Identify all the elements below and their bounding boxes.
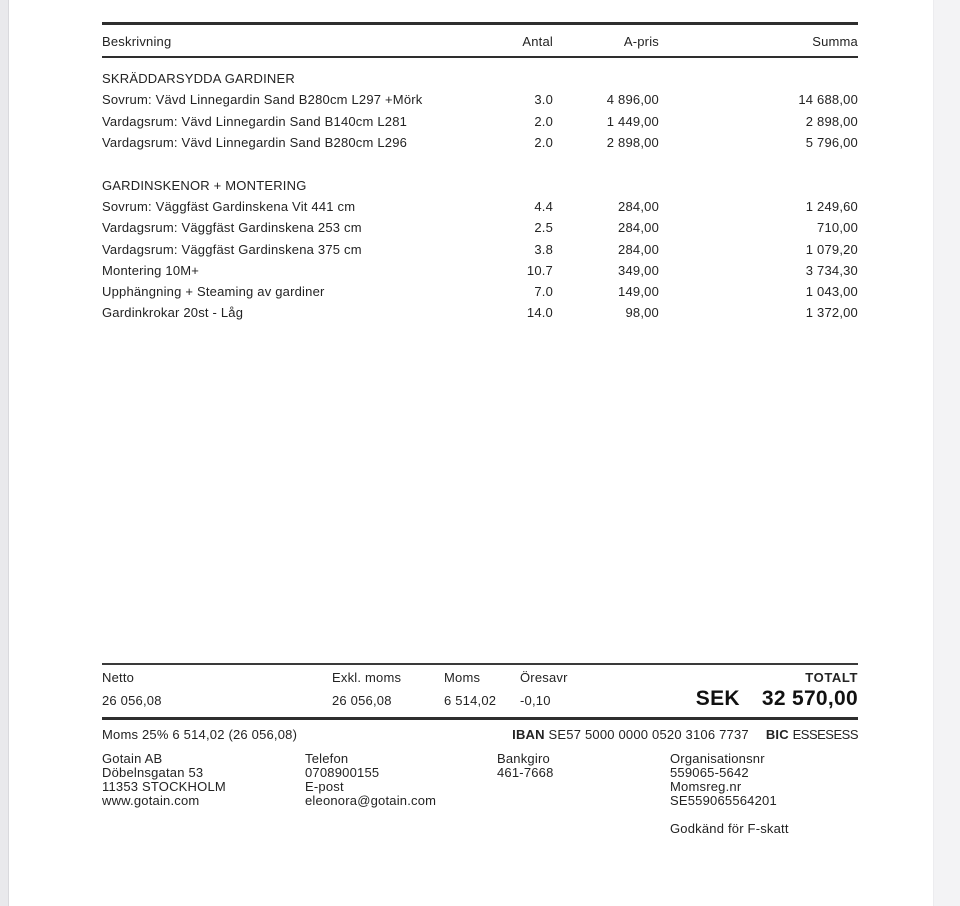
item-qty: 4.4 — [534, 198, 553, 214]
item-qty: 2.5 — [534, 220, 553, 236]
item-unit-price: 4 896,00 — [606, 92, 659, 108]
footer-company-column — [102, 752, 305, 836]
item-sum: 1 372,00 — [805, 305, 858, 321]
grand-total-amount: 32 570,00 — [761, 687, 858, 710]
item-qty: 2.0 — [534, 113, 553, 129]
totals-labels-row — [102, 669, 858, 685]
netto-value: 26 056,08 — [102, 692, 162, 708]
bic — [766, 727, 858, 742]
item-sum: 1 043,00 — [805, 284, 858, 300]
exkl-moms-value: 26 056,08 — [332, 692, 392, 708]
footer-contact-column — [305, 752, 497, 836]
viewer-left-margin — [0, 0, 9, 906]
line-items — [102, 68, 858, 324]
item-unit-price: 349,00 — [618, 262, 659, 278]
orgnr-value: 559065-5642 — [670, 765, 749, 780]
bankgiro-value: 461-7668 — [497, 765, 554, 780]
momsreg-label: Momsreg.nr — [670, 779, 742, 794]
item-unit-price: 149,00 — [618, 284, 659, 300]
section-gap — [102, 153, 858, 174]
item-unit-price: 2 898,00 — [606, 135, 659, 151]
netto-label: Netto — [102, 669, 135, 685]
table-row — [102, 196, 858, 217]
item-description: Sovrum: Vävd Linnegardin Sand B280cm L297 +Mörk — [102, 92, 423, 108]
item-qty: 3.0 — [534, 92, 553, 108]
oresavr-value: -0,10 — [520, 692, 551, 708]
column-header-unit-price: A-pris — [623, 33, 659, 49]
table-row — [102, 217, 858, 238]
item-sum: 3 734,30 — [805, 262, 858, 278]
item-qty: 7.0 — [534, 284, 553, 300]
invoice-page — [10, 0, 933, 906]
table-row — [102, 89, 858, 110]
item-qty: 10.7 — [526, 262, 553, 278]
item-unit-price: 284,00 — [618, 198, 659, 214]
item-unit-price: 1 449,00 — [606, 113, 659, 129]
item-sum: 5 796,00 — [805, 135, 858, 151]
top-divider — [102, 22, 858, 25]
item-qty: 3.8 — [534, 241, 553, 257]
table-row — [102, 238, 858, 259]
table-row — [102, 260, 858, 281]
vat-summary: Moms 25% 6 514,02 (26 056,08) — [102, 726, 298, 742]
moms-label: Moms — [444, 669, 481, 685]
company-city: 11353 STOCKHOLM — [102, 779, 226, 794]
table-header-row — [102, 30, 858, 52]
phone-value: 0708900155 — [305, 765, 380, 780]
table-row — [102, 111, 858, 132]
bankgiro-label: Bankgiro — [497, 751, 550, 766]
phone-label: Telefon — [305, 751, 349, 766]
iban-value: SE57 5000 0000 0520 3106 7737 — [548, 726, 749, 742]
viewer-right-margin — [933, 0, 960, 906]
bic-value: ESSESESS — [792, 726, 858, 742]
item-qty: 2.0 — [534, 135, 553, 151]
item-unit-price: 284,00 — [618, 220, 659, 236]
company-name: Gotain AB — [102, 751, 163, 766]
item-unit-price: 284,00 — [618, 241, 659, 257]
totals-top-divider — [102, 663, 858, 665]
orgnr-label: Organisationsnr — [670, 751, 765, 766]
table-row — [102, 302, 858, 323]
item-description: Vardagsrum: Vävd Linnegardin Sand B280cm L296 — [102, 135, 408, 151]
item-description: Gardinkrokar 20st - Låg — [102, 305, 244, 321]
footer-bankgiro-column — [497, 752, 670, 836]
company-website: www.gotain.com — [102, 793, 200, 808]
currency-code: SEK — [695, 687, 740, 710]
column-header-sum: Summa — [812, 33, 858, 49]
item-description: Upphängning + Steaming av gardiner — [102, 284, 325, 300]
item-sum: 14 688,00 — [798, 92, 858, 108]
company-street: Döbelnsgatan 53 — [102, 765, 204, 780]
table-row — [102, 281, 858, 302]
section-title: GARDINSKENOR + MONTERING — [102, 177, 307, 193]
footer-registration-column — [670, 752, 858, 836]
item-unit-price: 98,00 — [625, 305, 659, 321]
table-row — [102, 132, 858, 153]
email-value: eleonora@gotain.com — [305, 793, 437, 808]
email-label: E-post — [305, 779, 344, 794]
exkl-moms-label: Exkl. moms — [332, 669, 402, 685]
item-description: Sovrum: Väggfäst Gardinskena Vit 441 cm — [102, 198, 356, 214]
item-sum: 710,00 — [817, 220, 858, 236]
vat-bank-row — [102, 726, 858, 742]
item-description: Vardagsrum: Väggfäst Gardinskena 375 cm — [102, 241, 362, 257]
header-divider — [102, 56, 858, 58]
item-qty: 14.0 — [526, 305, 553, 321]
bank-details — [512, 727, 858, 742]
invoice-content — [102, 0, 858, 906]
item-description: Montering 10M+ — [102, 262, 200, 278]
column-header-description: Beskrivning — [102, 33, 172, 49]
iban-label: IBAN — [512, 726, 545, 742]
bic-label: BIC — [765, 726, 789, 742]
momsreg-value: SE559065564201 — [670, 793, 777, 808]
item-sum: 1 079,20 — [805, 241, 858, 257]
item-sum: 2 898,00 — [805, 113, 858, 129]
item-sum: 1 249,60 — [805, 198, 858, 214]
footer — [102, 752, 858, 836]
section-title: SKRÄDDARSYDDA GARDINER — [102, 71, 295, 87]
totalt-label: Öresavr TOTALT — [520, 669, 858, 685]
item-description: Vardagsrum: Väggfäst Gardinskena 253 cm — [102, 220, 362, 236]
fskatt-note: Godkänd för F-skatt — [670, 821, 789, 836]
iban — [512, 727, 749, 742]
grand-total — [696, 686, 858, 712]
oresavr-label: Öresavr — [520, 669, 568, 685]
item-description: Vardagsrum: Vävd Linnegardin Sand B140cm L281 — [102, 113, 408, 129]
moms-value: 6 514,02 — [444, 692, 497, 708]
column-header-qty: Antal — [522, 33, 553, 49]
totals-bottom-divider — [102, 717, 858, 720]
